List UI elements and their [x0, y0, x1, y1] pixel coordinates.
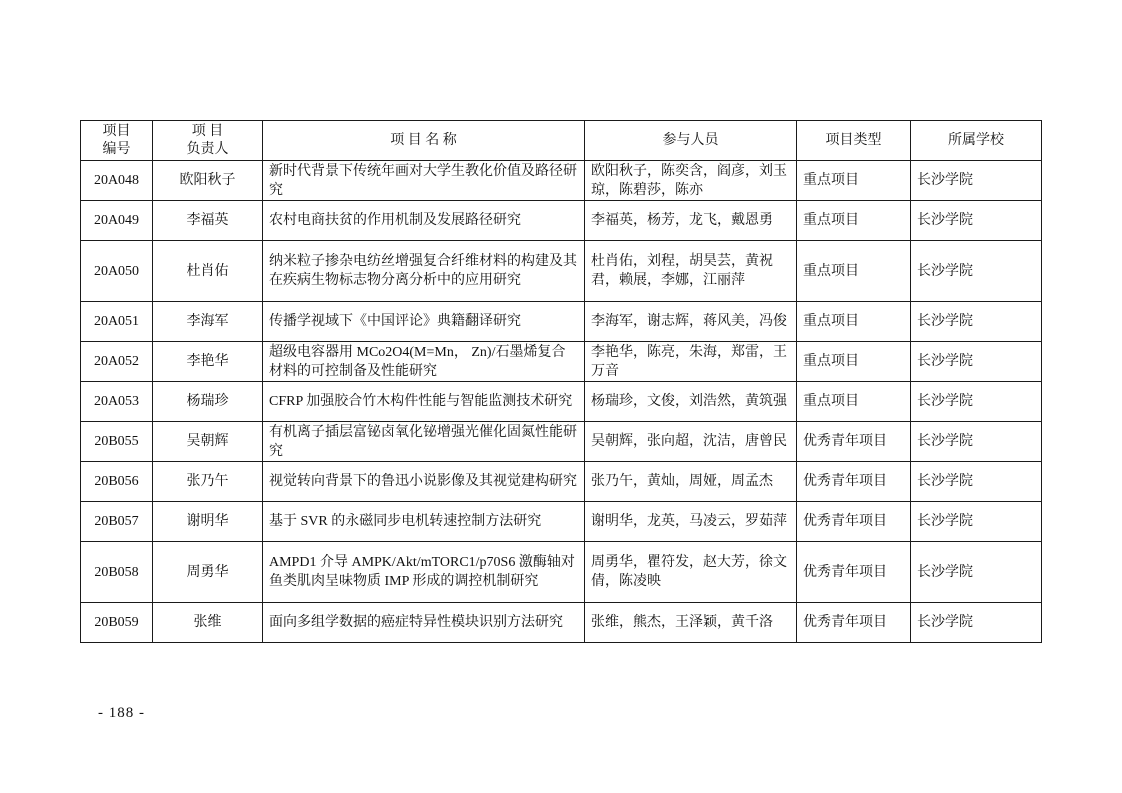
cell-school: 长沙学院	[911, 161, 1042, 201]
cell-project-name: 新时代背景下传统年画对大学生教化价值及路径研究	[263, 161, 585, 201]
cell-school: 长沙学院	[911, 342, 1042, 382]
header-row	[81, 121, 1042, 161]
cell-project-type: 优秀青年项目	[797, 462, 911, 502]
table-row	[81, 161, 1042, 201]
cell-project-code: 20B059	[81, 603, 153, 643]
cell-project-code: 20B056	[81, 462, 153, 502]
cell-members: 杨瑞珍，文俊，刘浩然，黄筑强	[585, 382, 797, 422]
cell-project-leader: 吴朝辉	[153, 422, 263, 462]
cell-members: 张维，熊杰，王泽颖，黄千洛	[585, 603, 797, 643]
table-row	[81, 603, 1042, 643]
cell-project-code: 20B055	[81, 422, 153, 462]
header-project-leader-line1: 项 目	[191, 123, 224, 139]
header-project-code-line1: 项目	[102, 123, 131, 139]
cell-project-code: 20A051	[81, 302, 153, 342]
header-project-name-label: 项 目 名 称	[390, 132, 457, 148]
cell-members: 吴朝辉，张向超，沈洁，唐曾民	[585, 422, 797, 462]
cell-project-type: 重点项目	[797, 161, 911, 201]
cell-school: 长沙学院	[911, 201, 1042, 241]
cell-members: 李艳华，陈亮，朱海，郑雷，王万音	[585, 342, 797, 382]
cell-project-code: 20B058	[81, 542, 153, 603]
table-row	[81, 542, 1042, 603]
cell-project-code: 20A050	[81, 241, 153, 302]
table-row	[81, 502, 1042, 542]
cell-school: 长沙学院	[911, 422, 1042, 462]
cell-project-name: 基于 SVR 的永磁同步电机转速控制方法研究	[263, 502, 585, 542]
cell-members: 谢明华，龙英，马凌云，罗茹萍	[585, 502, 797, 542]
cell-project-leader: 杜肖佑	[153, 241, 263, 302]
cell-school: 长沙学院	[911, 382, 1042, 422]
cell-project-leader: 李海军	[153, 302, 263, 342]
table-row	[81, 422, 1042, 462]
cell-project-name: 面向多组学数据的癌症特异性模块识别方法研究	[263, 603, 585, 643]
cell-project-name: CFRP 加强胶合竹木构件性能与智能监测技术研究	[263, 382, 585, 422]
project-table	[80, 120, 1042, 643]
header-project-type: 项目类型	[797, 121, 911, 161]
cell-project-code: 20A048	[81, 161, 153, 201]
header-project-code-line2: 编号	[102, 141, 131, 157]
header-project-leader	[153, 121, 263, 161]
cell-project-leader: 谢明华	[153, 502, 263, 542]
cell-project-leader: 欧阳秋子	[153, 161, 263, 201]
table-row	[81, 241, 1042, 302]
table-row	[81, 302, 1042, 342]
cell-project-code: 20A053	[81, 382, 153, 422]
cell-members: 杜肖佑，刘程，胡昊芸，黄祝君，赖展，李娜，江丽萍	[585, 241, 797, 302]
header-project-name	[263, 121, 585, 161]
cell-school: 长沙学院	[911, 603, 1042, 643]
cell-project-type: 优秀青年项目	[797, 422, 911, 462]
table-row	[81, 382, 1042, 422]
cell-project-code: 20B057	[81, 502, 153, 542]
table-row	[81, 342, 1042, 382]
table-body	[81, 161, 1042, 643]
table-header	[81, 121, 1042, 161]
table-row	[81, 201, 1042, 241]
cell-project-code: 20A049	[81, 201, 153, 241]
table-row	[81, 462, 1042, 502]
cell-project-leader: 李福英	[153, 201, 263, 241]
cell-project-name: AMPD1 介导 AMPK/Akt/mTORC1/p70S6 激酶轴对鱼类肌肉呈味物质 IMP 形成的调控机制研究	[263, 542, 585, 603]
cell-members: 李海军，谢志辉，蒋风美，冯俊	[585, 302, 797, 342]
cell-project-leader: 杨瑞珍	[153, 382, 263, 422]
cell-school: 长沙学院	[911, 542, 1042, 603]
cell-project-leader: 李艳华	[153, 342, 263, 382]
cell-school: 长沙学院	[911, 462, 1042, 502]
cell-project-name: 超级电容器用 MCo2O4(M=Mn， Zn)/石墨烯复合材料的可控制备及性能研究	[263, 342, 585, 382]
cell-project-type: 优秀青年项目	[797, 502, 911, 542]
cell-project-type: 优秀青年项目	[797, 603, 911, 643]
cell-project-leader: 张维	[153, 603, 263, 643]
cell-school: 长沙学院	[911, 302, 1042, 342]
cell-project-type: 重点项目	[797, 302, 911, 342]
cell-project-type: 重点项目	[797, 241, 911, 302]
cell-project-type: 重点项目	[797, 382, 911, 422]
cell-project-code: 20A052	[81, 342, 153, 382]
cell-project-name: 纳米粒子掺杂电纺丝增强复合纤维材料的构建及其在疾病生物标志物分离分析中的应用研究	[263, 241, 585, 302]
cell-project-leader: 张乃午	[153, 462, 263, 502]
header-members: 参与人员	[585, 121, 797, 161]
cell-members: 李福英，杨芳，龙飞，戴恩勇	[585, 201, 797, 241]
cell-project-name: 农村电商扶贫的作用机制及发展路径研究	[263, 201, 585, 241]
header-project-leader-line2: 负责人	[186, 141, 229, 157]
cell-school: 长沙学院	[911, 241, 1042, 302]
cell-project-type: 优秀青年项目	[797, 542, 911, 603]
header-school: 所属学校	[911, 121, 1042, 161]
cell-project-name: 传播学视域下《中国评论》典籍翻译研究	[263, 302, 585, 342]
cell-members: 周勇华，瞿符发，赵大芳，徐文倩，陈凌映	[585, 542, 797, 603]
cell-project-name: 有机离子插层富铋卤氧化铋增强光催化固氮性能研究	[263, 422, 585, 462]
cell-members: 欧阳秋子，陈奕含，阎彦，刘玉琼，陈碧莎，陈亦	[585, 161, 797, 201]
cell-project-type: 重点项目	[797, 201, 911, 241]
cell-project-name: 视觉转向背景下的鲁迅小说影像及其视觉建构研究	[263, 462, 585, 502]
header-project-code	[81, 121, 153, 161]
page-number: - 188 -	[98, 705, 145, 721]
cell-project-leader: 周勇华	[153, 542, 263, 603]
cell-school: 长沙学院	[911, 502, 1042, 542]
cell-members: 张乃午，黄灿，周娅，周孟杰	[585, 462, 797, 502]
cell-project-type: 重点项目	[797, 342, 911, 382]
